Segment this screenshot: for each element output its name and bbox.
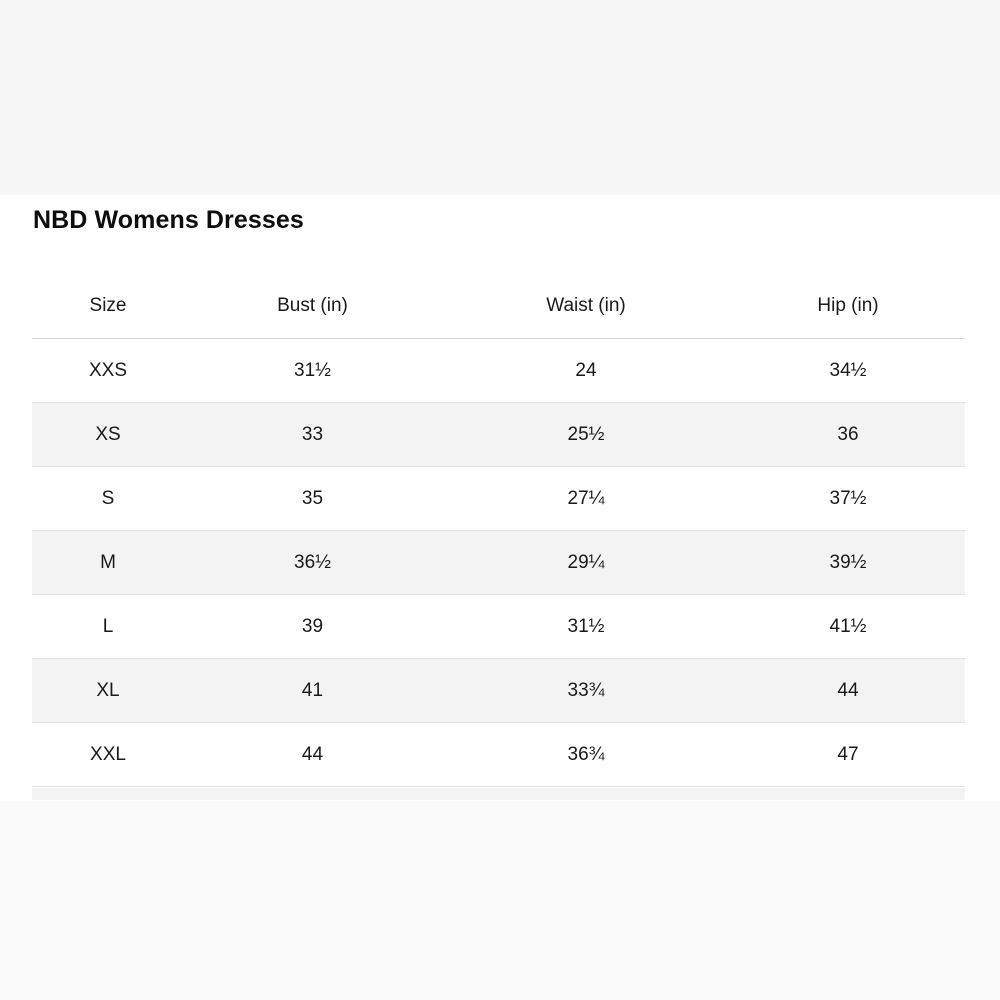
table-row xyxy=(32,531,965,595)
cell-size: M xyxy=(32,531,184,595)
bottom-background xyxy=(0,801,1000,1000)
cell-waist: 36¾ xyxy=(441,723,731,787)
cell-bust: 41 xyxy=(184,659,441,723)
cell-size: L xyxy=(32,595,184,659)
cell-hip: 36 xyxy=(731,403,965,467)
cell-hip: 37½ xyxy=(731,467,965,531)
cell-waist: 25½ xyxy=(441,403,731,467)
cell-waist: 29¼ xyxy=(441,531,731,595)
table-row xyxy=(32,467,965,531)
cell-size: XL xyxy=(32,659,184,723)
header-hip: Hip (in) xyxy=(731,274,965,339)
cell-bust: 36½ xyxy=(184,531,441,595)
table-row xyxy=(32,595,965,659)
cell-size: XS xyxy=(32,403,184,467)
cell-size: XXL xyxy=(32,723,184,787)
cell-hip: 34½ xyxy=(731,339,965,403)
cropped-table-row xyxy=(32,788,965,800)
cell-bust: 44 xyxy=(184,723,441,787)
table-row xyxy=(32,723,965,787)
table-row xyxy=(32,659,965,723)
cell-waist: 31½ xyxy=(441,595,731,659)
cell-hip: 39½ xyxy=(731,531,965,595)
cell-bust: 35 xyxy=(184,467,441,531)
cell-hip: 41½ xyxy=(731,595,965,659)
cell-hip: 44 xyxy=(731,659,965,723)
cell-bust: 31½ xyxy=(184,339,441,403)
cell-bust: 39 xyxy=(184,595,441,659)
header-bust: Bust (in) xyxy=(184,274,441,339)
cell-size: S xyxy=(32,467,184,531)
cell-waist: 33¾ xyxy=(441,659,731,723)
cell-size: XXS xyxy=(32,339,184,403)
cell-hip: 47 xyxy=(731,723,965,787)
cell-bust: 33 xyxy=(184,403,441,467)
header-waist: Waist (in) xyxy=(441,274,731,339)
cell-waist: 27¼ xyxy=(441,467,731,531)
page-title: NBD Womens Dresses xyxy=(33,206,304,234)
table-row xyxy=(32,339,965,403)
top-background xyxy=(0,0,1000,195)
size-chart-table xyxy=(32,274,965,787)
header-size: Size xyxy=(32,274,184,339)
table-row xyxy=(32,403,965,467)
table-header-row xyxy=(32,274,965,339)
cell-waist: 24 xyxy=(441,339,731,403)
